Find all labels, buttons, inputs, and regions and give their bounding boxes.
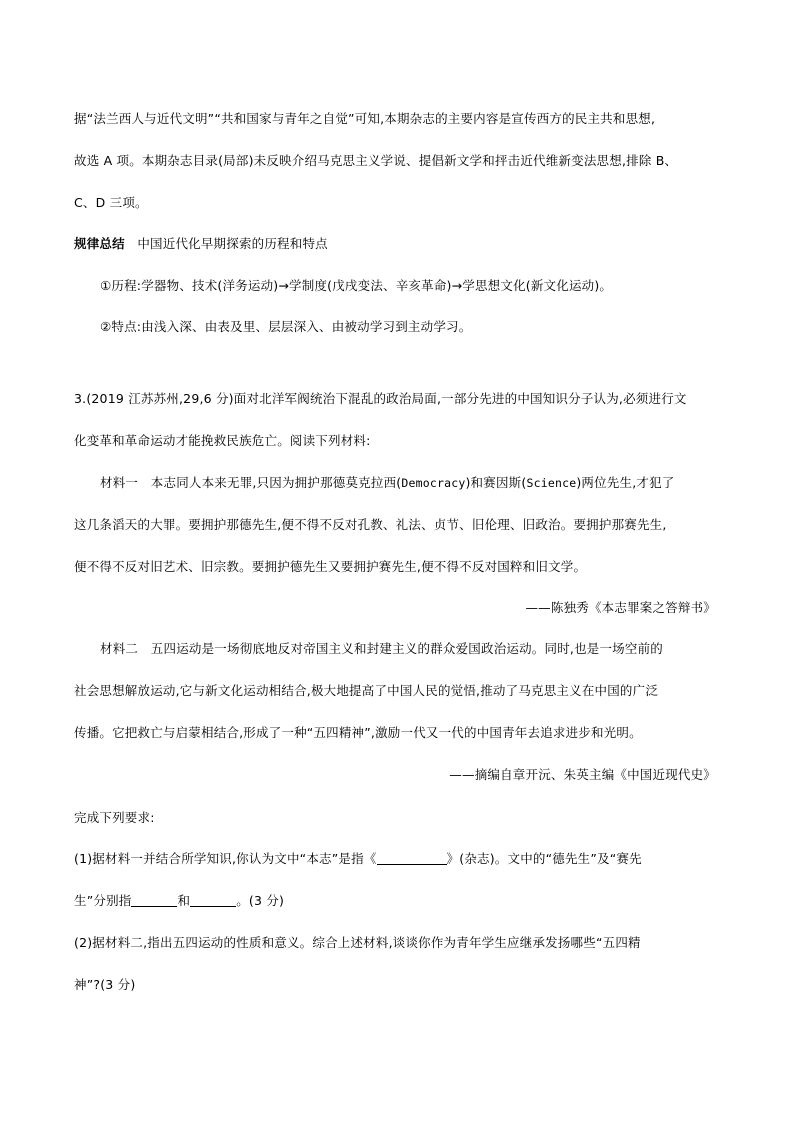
question-1-line-2 [74,891,724,911]
analysis-line-1: 据“法兰西人与近代文明”“共和国家与青年之自觉”可知,本期杂志的主要内容是宣传西方的民主共和思想, [74,111,656,126]
material-2-line-2: 社会思想解放运动,它与新文化运动相结合,极大地提高了中国人民的觉悟,推动了马克思主义在中国的广泛 [74,683,659,698]
question-1-text-d: 和 [177,893,191,908]
material-1-line-1 [100,473,724,493]
summary-item-2: ②特点:由浅入深、由表及里、层层深入、由被动学习到主动学习。 [100,319,472,334]
material-2-source: ——摘编自章开沅、朱英主编《中国近现代史》 [449,767,716,782]
question-intro-1: 3.(2019 江苏苏州,29,6 分)面对北洋军阀统治下混乱的政治局面,一部分先进的中国知识分子认为,必须进行文 [74,391,687,406]
answer-blank-democracy[interactable] [131,892,177,907]
summary-header [74,234,724,254]
material-1-line-3: 便不得不反对旧艺术、旧宗教。要拥护德先生又要拥护赛先生,便不得不反对国粹和旧文学。 [74,559,587,574]
question-1-text-a: (1)据材料一并结合所学知识,你认为文中“本志”是指《 [74,851,377,866]
material-1-text-a: 材料一 本志同人本来无罪,只因为拥护那德莫克拉西( [100,475,402,490]
question-intro-2: 化变革和革命运动才能挽救民族危亡。阅读下列材料: [74,433,371,448]
science-term: Science [526,476,577,490]
answer-blank-magazine[interactable] [377,850,447,865]
summary-item-1: ①历程:学器物、技术(洋务运动)→学制度(戊戌变法、辛亥革命)→学思想文化(新文化运动)。 [100,278,613,293]
analysis-line-2: 故选 A 项。本期杂志目录(局部)未反映介绍马克思主义学说、提倡新文学和抨击近代维新变法思想,排除 B、 [74,153,678,168]
answer-blank-science[interactable] [190,892,236,907]
question-1-text-b: 》(杂志)。文中的“德先生”及“赛先 [446,851,642,866]
material-1-text-b: )和赛因斯( [465,475,527,490]
analysis-line-3: C、D 三项。 [74,195,148,210]
summary-topic: 中国近代化早期探索的历程和特点 [137,236,328,251]
question-1-text-e: 。(3 分) [236,893,285,908]
material-1-source: ——陈独秀《本志罪案之答辩书》 [525,600,716,615]
material-2-line-3: 传播。它把救亡与启蒙相结合,形成了一种“五四精神”,激励一代又一代的中国青年去追求进步和光明。 [74,725,642,740]
material-1-line-2: 这几条滔天的大罪。要拥护那德先生,便不得不反对孔教、礼法、贞节、旧伦理、旧政治。要拥护那赛先生, [74,517,667,532]
question-1-line-1 [74,849,724,869]
material-2-line-1: 材料二 五四运动是一场彻底地反对帝国主义和封建主义的群众爱国政治运动。同时,也是一场空前的 [100,641,663,656]
question-1-text-c: 生”分别指 [74,893,132,908]
question-2-line-1: (2)据材料二,指出五四运动的性质和意义。综合上述材料,谈谈你作为青年学生应继承发扬哪些“五四精 [74,935,641,950]
question-2-line-2: 神”?(3 分) [74,977,136,992]
summary-heading: 规律总结 [74,236,125,251]
democracy-term: Democracy [401,476,466,490]
material-1-text-c: )两位先生,才犯了 [576,475,675,490]
task-heading: 完成下列要求: [74,810,155,825]
